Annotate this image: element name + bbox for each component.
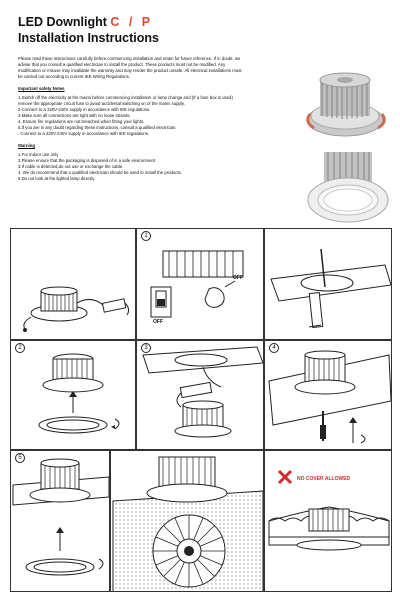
remove-trim-illustration (11, 341, 136, 450)
downlight-driver-illustration (11, 229, 136, 340)
title-line1: LED Downlight (18, 15, 107, 29)
safety-item: 1.Switch off the electricity at the mains before commencing installation or lamp change and (If a fuse box is used) remove the appropriate circuit fuse to avoid accidental switching on of the mains supply. (18, 95, 233, 106)
no-cover-label: NO COVER ALLOWED (297, 476, 351, 482)
diagram-no-cover (264, 450, 392, 592)
off-label: OFF (233, 275, 243, 281)
safety-heading: Important safety Notes (18, 86, 65, 91)
safety-item: 5.If you are in any doubt regarding these instructions, consult a qualified electrician. (18, 125, 177, 130)
diagram-step-5 (10, 450, 110, 592)
instructions-text (18, 56, 244, 182)
fit-trim-illustration (11, 451, 110, 592)
warning-item: 1.For indoor use only (18, 152, 59, 157)
title-line2: Installation Instructions (18, 31, 159, 45)
no-cover-illustration (265, 451, 392, 592)
warning-item: 5.Do not look at the lighted lamp directly. (18, 176, 96, 181)
safety-item: 4. Ensure fire regulations are not breached when fitting your lights. (18, 119, 145, 124)
ceiling-cutout-illustration (265, 229, 392, 340)
diagram-step-2 (10, 340, 136, 450)
diagram-overview (10, 228, 136, 340)
instruction-diagrams (10, 228, 392, 592)
off-label: OFF (153, 319, 163, 325)
diagram-ceiling-cutout (264, 228, 392, 340)
safety-list (18, 95, 244, 137)
document-title (18, 14, 159, 46)
warning-item: 2.Please ensure that the packaging is disposed of in a safe environment (18, 158, 156, 163)
product-photo-front (306, 148, 390, 228)
wiring-illustration (137, 341, 264, 450)
diagram-step-3 (136, 340, 264, 450)
safety-item: . Connect to a 220V-240V supply in accordance with IEE regulations. (18, 131, 150, 136)
warning-list (18, 152, 244, 182)
safety-item: 3.Make sure all connections are tight with no loose strands. (18, 113, 131, 118)
title-accent: C / P (110, 15, 154, 29)
safety-item: 2.Connect to a 220V-240V supply in accordance with IEE regulations. (18, 107, 151, 112)
installed-fitting-illustration (111, 451, 264, 592)
step-number-badge: 5 (15, 453, 25, 463)
warning-heading: Warning (18, 143, 36, 148)
diagram-installed (110, 450, 264, 592)
step-number-badge: 1 (141, 231, 151, 241)
warning-item: 4. We do recommend that a qualified electrician should be used to install the products. (18, 170, 183, 175)
step-number-badge: 3 (141, 343, 151, 353)
diagram-step-1 (136, 228, 264, 340)
intro-paragraph: Please read these instructions carefully before commencing installation and retain for future reference. If in doubt, we advise that you consult a qualified electrician to install the product. These products must not be modified. Any modification or misuse may invalidate the warranty and may render the product unsafe. All electrical installations must be carried out according to current IEE Wiring Regulations. (18, 56, 242, 79)
product-photo-heatsink (302, 62, 388, 144)
insert-fitting-illustration (265, 341, 392, 450)
step-number-badge: 4 (269, 343, 279, 353)
step-number-badge: 2 (15, 343, 25, 353)
diagram-step-4 (264, 340, 392, 450)
warning-item: 3.If cable is detected,do not use or exchange the cable. (18, 164, 124, 169)
